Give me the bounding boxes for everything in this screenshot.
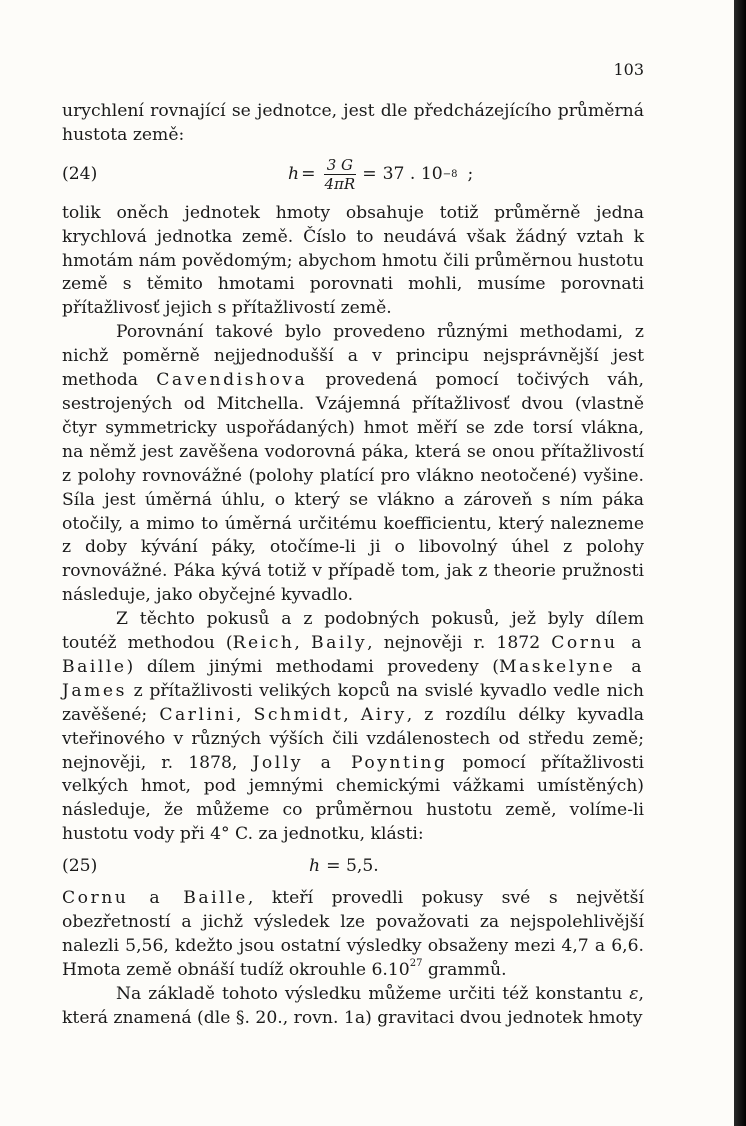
text-run: ,	[236, 704, 254, 725]
equation-number: (24)	[62, 163, 98, 184]
text-run: Na základě tohoto výsledku můžeme určiti též konstantu	[116, 983, 630, 1004]
variable-h: h	[288, 163, 300, 184]
fraction	[321, 156, 358, 193]
text-run: , kteří provedli pokusy své s největší obezřetností a jichž výsledek lze považovati za nejspolehlivější nalezli 5,56, kdežto jsou ostatní výsledky obsaženy mezi 4,7 a 6,6. Hmota země obnáší tudíž okrouhle 6.10	[62, 888, 644, 980]
text-run: Z těchto pokusů a z podobných pokusů, jež byly dílem toutéž methodou (	[62, 609, 644, 654]
text-run: pomocí přítažlivosti velkých hmot, pod jemnými chemickými vážkami umístěných) následuje, že můžeme co průměrnou hustotu země, volíme-li hustotu vody při 4° C. za jednotku, klásti:	[62, 752, 645, 845]
name-maskelyne-james: Maskelyne a James	[62, 656, 644, 701]
text-run: , z rozdílu délky kyvadla vteřinového v různých výších čili vzdálenostech od středu země; nejnověji, r. 1878,	[62, 704, 644, 773]
symbol-epsilon: ε	[629, 983, 639, 1004]
scan-page-edge	[734, 0, 746, 1126]
paragraph-2: tolik oněch jednotek hmoty obsahuje totiž průměrně jedna krychlová jednotka země. Číslo to neudává však žádný vztah k hmotám nám povědomým; abychom hmotu čili průměrnou hustotu země s těmito hmotami porovnati mohli, musíme porovnati přítažlivosť jejich s přítažlivostí země.	[62, 202, 644, 319]
fraction-denominator: 4πR	[324, 175, 356, 194]
page-number: 103	[613, 60, 644, 79]
equals-sign: =	[362, 163, 377, 184]
variable-h: h	[309, 856, 321, 877]
name-cavendish: Cavendishova	[156, 370, 308, 391]
text-run: provedená pomocí točivých váh, sestrojených od Mitchella. Vzájemná přítažlivosť dvou (vlastně čtyr symmetricky uspořádaných) hmot měří se zde torsí vlákna, na němž jest zavěšena vodorovná páka, která se onou přítažlivostí z polohy rovnovážné (polohy platící pro vlákno neotočené) vyšine. Síla jest úměrná úhlu, o který se vlákno a zároveň s ním páka otočily, a mimo to úměrná určitému koefficientu, který nalezneme z doby kývání páky, otočíme-li ji o libovolný úhel z polohy rovnovážné. Páka kývá totiž v případě tom, jak z theorie pružnosti následuje, jako obyčejné kyvadlo.	[62, 370, 644, 606]
equation-number: (25)	[62, 856, 98, 877]
text-run: ,	[294, 633, 312, 654]
text-run: Porovnání takové bylo provedeno různými methodami, z nichž poměrně nejjednodušší a v principu nejsprávnější jest methoda	[62, 322, 644, 391]
equation-25	[62, 847, 644, 887]
semicolon: ;	[467, 163, 474, 184]
text-run: , nejnověji r. 1872	[367, 633, 552, 654]
text-run: ,	[343, 704, 361, 725]
paragraph-5	[62, 887, 644, 983]
equation-value: 37 . 10	[382, 163, 443, 184]
text-run: z přítažlivosti velikých kopců na svislé kyvadlo vedle nich zavěšené;	[62, 680, 644, 725]
equation-24	[62, 148, 644, 202]
name-cornu-baille: Cornu a Baille	[62, 633, 644, 677]
equation-body	[309, 855, 379, 879]
paragraph-3	[62, 321, 644, 608]
name-jolly-poynting: Jolly a Poynting	[252, 752, 448, 773]
name-baily: Baily	[311, 633, 368, 654]
text-run: grammů.	[422, 959, 507, 980]
text-run: ) dílem jinými methodami provedeny (	[126, 656, 499, 677]
name-carlini: Carlini	[159, 704, 237, 725]
equation-value: = 5,5.	[326, 856, 379, 877]
name-schmidt: Schmidt	[253, 704, 344, 725]
text-run: , která znamená (dle §. 20., rovn. 1a) gravitaci dvou jednotek hmoty	[62, 983, 644, 1028]
exponent: 27	[409, 957, 423, 969]
name-airy: Airy	[360, 704, 407, 725]
equals-sign: =	[301, 163, 316, 184]
paragraph-4	[62, 608, 644, 847]
paragraph-intro: urychlení rovnající se jednotce, jest dle předcházejícího průměrná hustota země:	[62, 100, 644, 145]
paragraph-6	[62, 983, 644, 1031]
fraction-numerator: 3 G	[324, 156, 356, 175]
name-reich: Reich	[232, 633, 295, 654]
name-cornu-baille: Cornu a Baille	[62, 888, 248, 909]
equation-body: h = $\frac{3 G}{4\pi R}$ = 37 . 10 −8 ;	[288, 156, 474, 194]
document-page	[62, 58, 644, 1031]
